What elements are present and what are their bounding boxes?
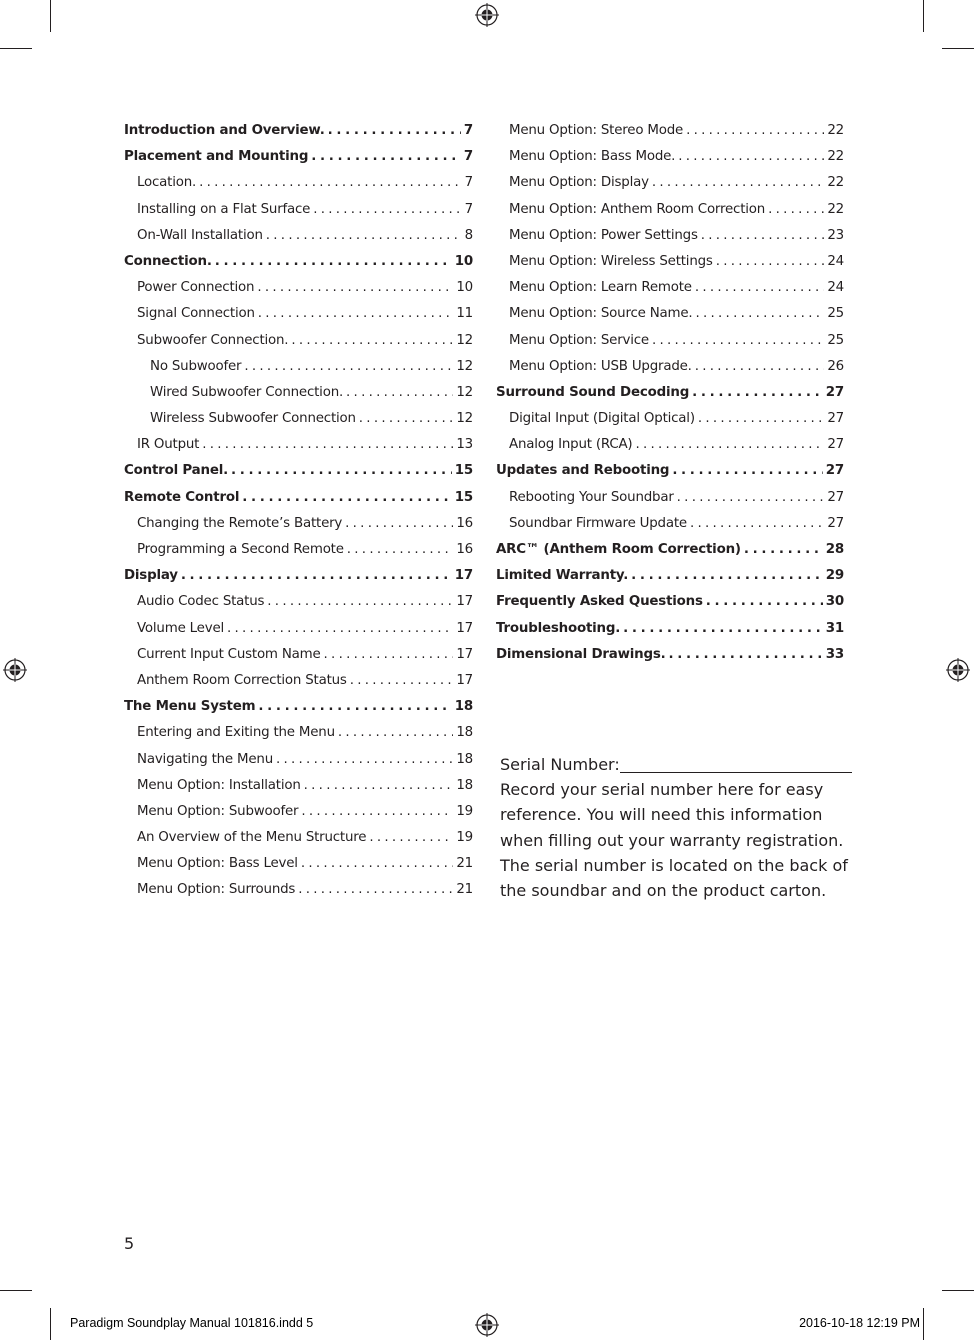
- toc-entry-page: 24: [827, 253, 844, 269]
- toc-dot-leader: [359, 406, 454, 432]
- serial-number-label: Serial Number:: [500, 755, 620, 774]
- crop-mark: [942, 48, 974, 49]
- toc-entry-page: 22: [827, 149, 844, 165]
- crop-mark: [0, 1290, 32, 1291]
- registration-mark-icon: [3, 658, 27, 682]
- toc-subsection-entry: [124, 825, 473, 851]
- toc-dot-leader: [669, 642, 823, 668]
- serial-number-box: [500, 752, 852, 903]
- toc-subsection-entry: [124, 301, 473, 327]
- toc-entry-title: Menu Option: Learn Remote: [509, 280, 692, 296]
- toc-entry-title: Connection.: [124, 253, 212, 269]
- toc-entry-page: 25: [827, 332, 844, 348]
- toc-dot-leader: [298, 877, 453, 903]
- toc-dot-leader: [328, 118, 461, 144]
- toc-section-entry: [124, 485, 473, 511]
- toc-subsection-entry: [496, 197, 844, 223]
- toc-entry-title: Troubleshooting.: [496, 620, 621, 636]
- page-number: 5: [124, 1234, 135, 1253]
- toc-entry-page: 12: [456, 358, 473, 374]
- toc-entry-page: 18: [456, 725, 473, 741]
- toc-entry-page: 16: [456, 515, 473, 531]
- toc-entry-page: 17: [456, 646, 473, 662]
- toc-entry-title: Subwoofer Connection.: [137, 332, 289, 348]
- toc-entry-title: Volume Level: [137, 620, 225, 636]
- toc-entry-title: Menu Option: Source Name.: [509, 306, 693, 322]
- toc-subsection-entry: [124, 773, 473, 799]
- serial-number-blank: [620, 754, 852, 773]
- toc-dot-leader: [267, 589, 453, 615]
- toc-entry-page: 11: [456, 306, 473, 322]
- toc-subsection-entry: [124, 537, 473, 563]
- toc-entry-title: Menu Option: Stereo Mode: [509, 123, 684, 138]
- toc-entry-page: 21: [456, 856, 473, 872]
- toc-entry-title: Menu Option: USB Upgrade.: [509, 358, 692, 374]
- crop-mark: [942, 1290, 974, 1291]
- toc-subsection-entry: [496, 170, 844, 196]
- toc-section-entry: [496, 458, 844, 484]
- toc-dot-leader: [635, 432, 824, 458]
- toc-entry-title: Menu Option: Bass Mode.: [509, 149, 676, 165]
- toc-dot-leader: [311, 144, 461, 170]
- toc-entry-page: 27: [827, 515, 844, 531]
- toc-entry-page: 7: [463, 149, 473, 165]
- toc-entry-page: 28: [825, 542, 844, 557]
- toc-subsection-entry: [124, 720, 473, 746]
- toc-entry-title: Placement and Mounting: [124, 149, 309, 165]
- toc-subsection-entry: [496, 275, 844, 301]
- toc-subsection-entry: [496, 354, 844, 380]
- toc-column-right: [496, 118, 844, 668]
- toc-subsection-entry: [124, 511, 473, 537]
- toc-entry-title: Menu Option: Power Settings: [509, 227, 698, 243]
- toc-entry-title: Display: [124, 568, 178, 584]
- toc-entry-page: 27: [827, 437, 844, 453]
- toc-entry-page: 12: [456, 384, 473, 400]
- toc-dot-leader: [276, 747, 453, 773]
- toc-entry-page: 12: [456, 411, 473, 427]
- toc-entry-page: 22: [827, 175, 844, 191]
- toc-entry-page: 23: [827, 227, 844, 243]
- toc-dot-leader: [215, 249, 452, 275]
- toc-subsection-entry: [496, 485, 844, 511]
- toc-column-left: [124, 118, 473, 904]
- toc-entry-title: Wireless Subwoofer Connection: [150, 411, 356, 427]
- toc-dot-leader: [623, 616, 823, 642]
- toc-entry-page: 29: [825, 568, 844, 584]
- toc-dot-leader: [631, 563, 823, 589]
- toc-entry-title: Dimensional Drawings.: [496, 646, 666, 662]
- toc-entry-title: Entering and Exiting the Menu: [137, 725, 335, 741]
- toc-dot-leader: [346, 380, 453, 406]
- toc-entry-page: 10: [454, 253, 473, 269]
- toc-subsection-entry: [124, 642, 473, 668]
- toc-entry-page: 13: [456, 437, 473, 453]
- toc-entry-title: An Overview of the Menu Structure: [137, 830, 367, 846]
- toc-entry-title: Signal Connection: [137, 306, 255, 322]
- toc-entry-page: 22: [827, 123, 844, 138]
- toc-section-entry: [496, 563, 844, 589]
- toc-entry-page: 12: [456, 332, 473, 348]
- crop-mark: [923, 0, 924, 32]
- toc-entry-page: 7: [463, 123, 473, 138]
- toc-entry-page: 27: [825, 384, 844, 400]
- toc-entry-page: 26: [827, 358, 844, 374]
- toc-subsection-entry: [124, 616, 473, 642]
- toc-entry-page: 7: [464, 201, 473, 217]
- serial-number-note: Record your serial number here for easy reference. You will need this information when filling out your warranty registration. The serial number is located on the back of the soundbar and on the product carton.: [500, 780, 848, 901]
- toc-dot-leader: [369, 825, 453, 851]
- toc-dot-leader: [350, 668, 454, 694]
- toc-entry-page: 21: [456, 882, 473, 898]
- toc-entry-title: Digital Input (Digital Optical): [509, 411, 695, 427]
- toc-entry-page: 27: [825, 463, 844, 479]
- toc-dot-leader: [258, 301, 454, 327]
- toc-entry-title: On-Wall Installation: [137, 227, 263, 243]
- toc-subsection-entry: [496, 328, 844, 354]
- toc-subsection-entry: [124, 668, 473, 694]
- toc-entry-title: Updates and Rebooting: [496, 463, 670, 479]
- toc-entry-title: Location.: [137, 175, 197, 191]
- toc-entry-title: Frequently Asked Questions: [496, 594, 703, 610]
- toc-dot-leader: [696, 301, 825, 327]
- toc-subsection-entry: [124, 432, 473, 458]
- toc-entry-page: 18: [454, 699, 473, 715]
- toc-section-entry: [496, 589, 844, 615]
- toc-dot-leader: [686, 118, 824, 144]
- toc-dot-leader: [768, 197, 824, 223]
- toc-dot-leader: [695, 354, 825, 380]
- toc-dot-leader: [744, 537, 823, 563]
- toc-dot-leader: [652, 170, 825, 196]
- toc-section-entry: [124, 458, 473, 484]
- toc-entry-page: 7: [464, 175, 473, 191]
- toc-dot-leader: [301, 851, 454, 877]
- toc-entry-page: 18: [456, 751, 473, 767]
- toc-dot-leader: [266, 223, 462, 249]
- toc-entry-title: Remote Control: [124, 489, 240, 505]
- toc-dot-leader: [690, 511, 824, 537]
- toc-subsection-entry: [496, 406, 844, 432]
- toc-dot-leader: [678, 144, 824, 170]
- toc-subsection-entry: [124, 877, 473, 903]
- toc-subsection-entry: [496, 301, 844, 327]
- toc-section-entry: [496, 537, 844, 563]
- toc-section-entry: [496, 642, 844, 668]
- toc-entry-page: 19: [456, 830, 473, 846]
- toc-dot-leader: [291, 328, 453, 354]
- toc-entry-title: Menu Option: Subwoofer: [137, 803, 299, 819]
- toc-dot-leader: [242, 485, 452, 511]
- toc-dot-leader: [181, 563, 452, 589]
- toc-entry-title: Audio Codec Status: [137, 594, 265, 610]
- toc-section-entry: [124, 249, 473, 275]
- toc-entry-title: Surround Sound Decoding: [496, 384, 690, 400]
- toc-entry-page: 17: [456, 594, 473, 610]
- toc-entry-title: Limited Warranty.: [496, 568, 629, 584]
- toc-entry-title: Power Connection: [137, 280, 255, 296]
- toc-entry-title: Installing on a Flat Surface: [137, 201, 311, 217]
- toc-subsection-entry: [124, 197, 473, 223]
- toc-entry-title: Control Panel.: [124, 463, 228, 479]
- toc-subsection-entry: [124, 223, 473, 249]
- toc-entry-page: 24: [827, 280, 844, 296]
- toc-dot-leader: [301, 799, 453, 825]
- toc-dot-leader: [199, 170, 462, 196]
- toc-entry-title: Menu Option: Wireless Settings: [509, 253, 713, 269]
- toc-entry-page: 25: [827, 306, 844, 322]
- toc-dot-leader: [231, 458, 452, 484]
- toc-dot-leader: [258, 694, 451, 720]
- crop-mark: [50, 0, 51, 32]
- toc-dot-leader: [652, 328, 824, 354]
- registration-mark-icon: [475, 1313, 499, 1337]
- toc-entry-title: Programming a Second Remote: [137, 542, 344, 557]
- toc-section-entry: [496, 380, 844, 406]
- toc-entry-page: 31: [825, 620, 844, 636]
- crop-mark: [50, 1308, 51, 1340]
- toc-dot-leader: [672, 458, 822, 484]
- toc-entry-page: 8: [464, 227, 473, 243]
- registration-mark-icon: [946, 658, 970, 682]
- crop-mark: [0, 48, 32, 49]
- toc-dot-leader: [345, 511, 453, 537]
- toc-dot-leader: [257, 275, 453, 301]
- toc-subsection-entry: [496, 511, 844, 537]
- toc-entry-page: 17: [454, 568, 473, 584]
- toc-dot-leader: [698, 406, 825, 432]
- toc-subsection-entry: [124, 275, 473, 301]
- toc-dot-leader: [304, 773, 454, 799]
- toc-subsection-entry: [124, 589, 473, 615]
- toc-dot-leader: [244, 354, 453, 380]
- toc-entry-page: 27: [827, 411, 844, 427]
- registration-mark-icon: [475, 3, 499, 27]
- toc-entry-page: 17: [456, 672, 473, 688]
- toc-entry-page: 33: [825, 646, 844, 662]
- toc-dot-leader: [227, 616, 453, 642]
- toc-entry-title: Menu Option: Surrounds: [137, 882, 296, 898]
- toc-dot-leader: [338, 720, 453, 746]
- toc-entry-page: 18: [456, 777, 473, 793]
- toc-entry-title: Anthem Room Correction Status: [137, 672, 347, 688]
- toc-dot-leader: [706, 589, 823, 615]
- toc-entry-page: 16: [456, 542, 473, 557]
- toc-entry-title: Soundbar Firmware Update: [509, 515, 687, 531]
- toc-entry-title: Introduction and Overview.: [124, 123, 325, 138]
- toc-subsection-entry: [124, 380, 473, 406]
- toc-dot-leader: [347, 537, 454, 563]
- toc-entry-page: 27: [827, 489, 844, 505]
- toc-dot-leader: [677, 485, 825, 511]
- toc-entry-title: Wired Subwoofer Connection.: [150, 384, 344, 400]
- toc-entry-title: Menu Option: Service: [509, 332, 649, 348]
- toc-entry-title: Changing the Remote’s Battery: [137, 515, 343, 531]
- toc-dot-leader: [324, 642, 454, 668]
- toc-entry-title: Navigating the Menu: [137, 751, 273, 767]
- toc-subsection-entry: [496, 432, 844, 458]
- crop-mark: [923, 1308, 924, 1340]
- toc-entry-page: 30: [825, 594, 844, 610]
- toc-entry-page: 19: [456, 803, 473, 819]
- toc-entry-page: 17: [456, 620, 473, 636]
- toc-entry-title: Menu Option: Anthem Room Correction: [509, 201, 766, 217]
- toc-subsection-entry: [124, 170, 473, 196]
- toc-entry-title: ARC™ (Anthem Room Correction): [496, 542, 741, 557]
- toc-subsection-entry: [496, 144, 844, 170]
- toc-dot-leader: [313, 197, 461, 223]
- toc-subsection-entry: [124, 851, 473, 877]
- toc-subsection-entry: [124, 328, 473, 354]
- toc-dot-leader: [701, 223, 825, 249]
- toc-subsection-entry: [496, 118, 844, 144]
- toc-dot-leader: [202, 432, 453, 458]
- toc-subsection-entry: [124, 799, 473, 825]
- toc-entry-title: Rebooting Your Soundbar: [509, 489, 674, 505]
- toc-section-entry: [124, 144, 473, 170]
- toc-entry-title: Menu Option: Bass Level: [137, 856, 298, 872]
- toc-entry-title: Menu Option: Installation: [137, 777, 301, 793]
- toc-subsection-entry: [124, 354, 473, 380]
- toc-entry-page: 10: [456, 280, 473, 296]
- toc-entry-title: No Subwoofer: [150, 358, 242, 374]
- toc-subsection-entry: [496, 223, 844, 249]
- toc-entry-title: Menu Option: Display: [509, 175, 649, 191]
- toc-entry-title: The Menu System: [124, 699, 256, 715]
- toc-subsection-entry: [124, 406, 473, 432]
- toc-section-entry: [124, 694, 473, 720]
- toc-entry-page: 15: [454, 489, 473, 505]
- toc-subsection-entry: [124, 747, 473, 773]
- slug-file-name: Paradigm Soundplay Manual 101816.indd 5: [70, 1316, 314, 1330]
- toc-section-entry: [496, 616, 844, 642]
- serial-number-line: [500, 752, 852, 777]
- toc-dot-leader: [716, 249, 825, 275]
- toc-entry-page: 15: [454, 463, 473, 479]
- toc-entry-title: Analog Input (RCA): [509, 437, 633, 453]
- toc-section-entry: [124, 118, 473, 144]
- toc-subsection-entry: [496, 249, 844, 275]
- toc-entry-title: IR Output: [137, 437, 200, 453]
- toc-entry-page: 22: [827, 201, 844, 217]
- slug-date: 2016-10-18 12:19 PM: [799, 1316, 920, 1330]
- toc-section-entry: [124, 563, 473, 589]
- toc-dot-leader: [692, 380, 823, 406]
- toc-dot-leader: [695, 275, 825, 301]
- toc-entry-title: Current Input Custom Name: [137, 646, 321, 662]
